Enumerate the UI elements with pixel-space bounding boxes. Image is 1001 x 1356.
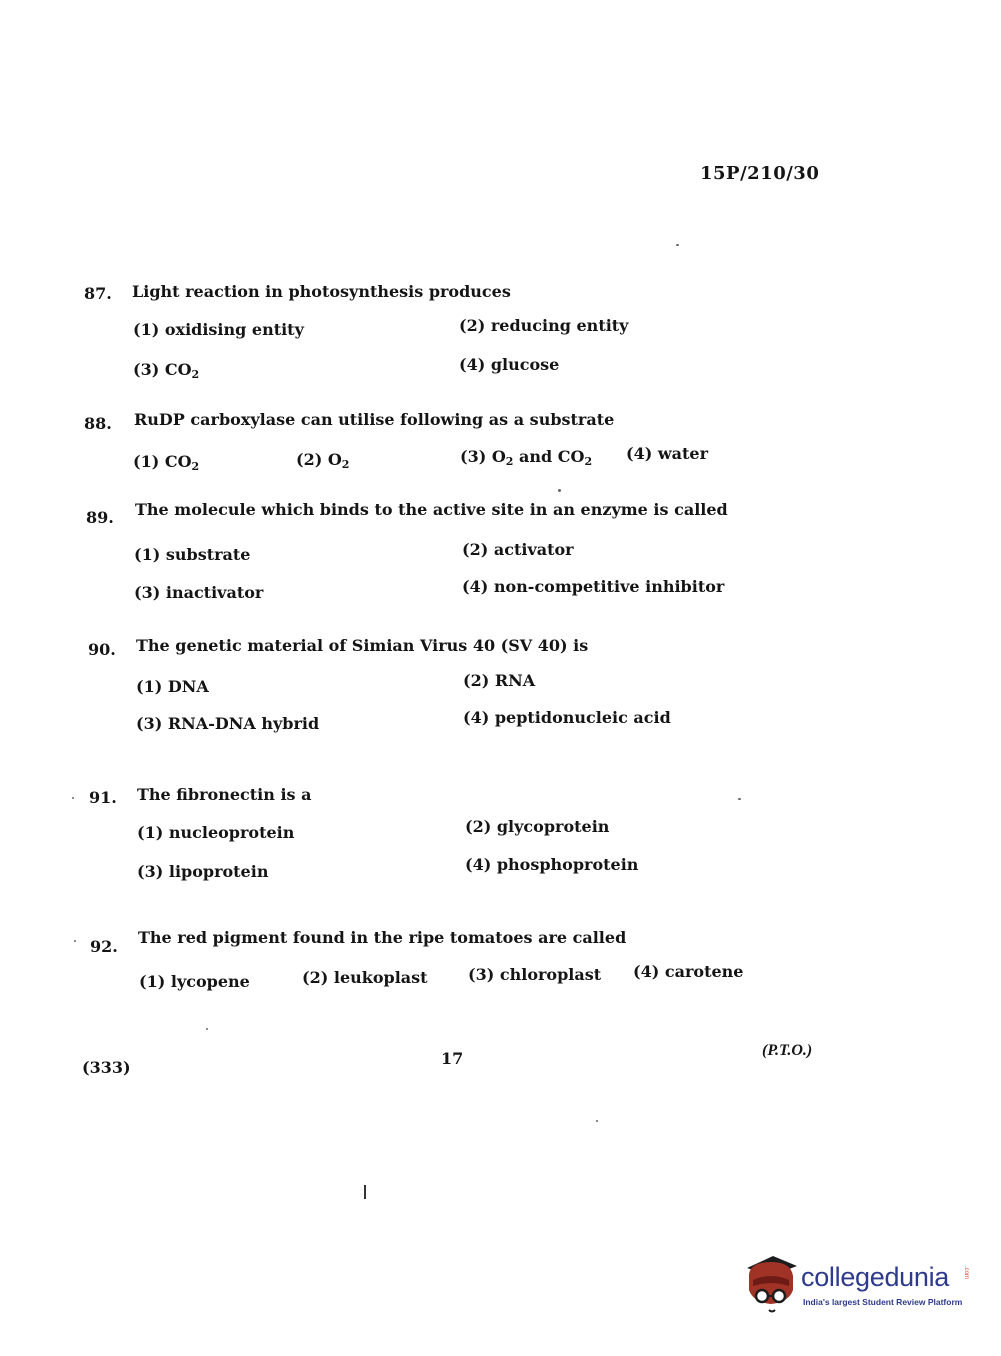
- option-1: (1) $CO_2$: [133, 452, 200, 473]
- scan-speck: [738, 798, 741, 800]
- option-1: (1) lycopene: [139, 972, 250, 991]
- collegedunia-watermark: [743, 1250, 973, 1320]
- question-text: The genetic material of Simian Virus 40 (SV 40) is: [136, 636, 589, 655]
- option-2: (2) glycoprotein: [465, 817, 610, 836]
- mascot-icon: [743, 1250, 799, 1316]
- brand-name: collegedunia: [801, 1262, 950, 1292]
- scan-speck: [74, 940, 76, 942]
- question-text: The red pigment found in the ripe tomatoes are called: [138, 928, 627, 947]
- option-2: (2) activator: [462, 540, 574, 559]
- question-number: 87.: [84, 284, 112, 303]
- brand-tagline: India's largest Student Review Platform: [803, 1297, 963, 1307]
- question-number: 88.: [84, 414, 112, 433]
- page-number: 17: [441, 1049, 464, 1068]
- scan-speck: [596, 1120, 598, 1122]
- option-4: (4) peptidonucleic acid: [463, 708, 671, 727]
- option-2: (2) reducing entity: [459, 316, 629, 335]
- question-text: The fibronectin is a: [137, 785, 312, 804]
- question-text: RuDP carboxylase can utilise following as a substrate: [134, 410, 615, 429]
- question-text: Light reaction in photosynthesis produces: [132, 282, 511, 301]
- option-3: (3) lipoprotein: [137, 862, 269, 881]
- option-4: (4) non-competitive inhibitor: [462, 577, 725, 596]
- option-3: (3) inactivator: [134, 583, 264, 602]
- option-4: (4) carotene: [633, 962, 744, 981]
- option-1: (1) oxidising entity: [133, 320, 304, 339]
- question-number: 91.: [89, 788, 117, 807]
- option-4: (4) phosphoprotein: [465, 855, 639, 874]
- scan-speck: [676, 244, 679, 246]
- scan-speck: [206, 1028, 208, 1030]
- scan-speck: [72, 797, 74, 799]
- option-1: (1) DNA: [136, 677, 209, 696]
- scan-speck: [558, 489, 561, 492]
- question-number: 89.: [86, 508, 114, 527]
- option-1: (1) nucleoprotein: [137, 823, 295, 842]
- question-text: The molecule which binds to the active site in an enzyme is called: [135, 500, 728, 519]
- please-turn-over: (P.T.O.): [762, 1042, 813, 1059]
- paper-code: 15P/210/30: [700, 163, 820, 184]
- option-3: (3) RNA-DNA hybrid: [136, 714, 320, 733]
- question-number: 90.: [88, 640, 116, 659]
- option-1: (1) substrate: [134, 545, 251, 564]
- option-3: (3) $O_2$ and $CO_2$: [460, 447, 593, 468]
- option-4: (4) glucose: [459, 355, 560, 374]
- option-3: (3) $CO_2$: [133, 360, 200, 381]
- booklet-code: (333): [82, 1058, 131, 1077]
- brand-suffix: .com: [963, 1266, 969, 1280]
- option-3: (3) chloroplast: [468, 965, 602, 984]
- question-number: 92.: [90, 937, 118, 956]
- option-2: (2) leukoplast: [302, 968, 428, 987]
- option-2: (2) $O_2$: [296, 450, 350, 471]
- option-2: (2) RNA: [463, 671, 536, 690]
- option-4: (4) water: [626, 444, 708, 463]
- scan-mark: [364, 1185, 366, 1199]
